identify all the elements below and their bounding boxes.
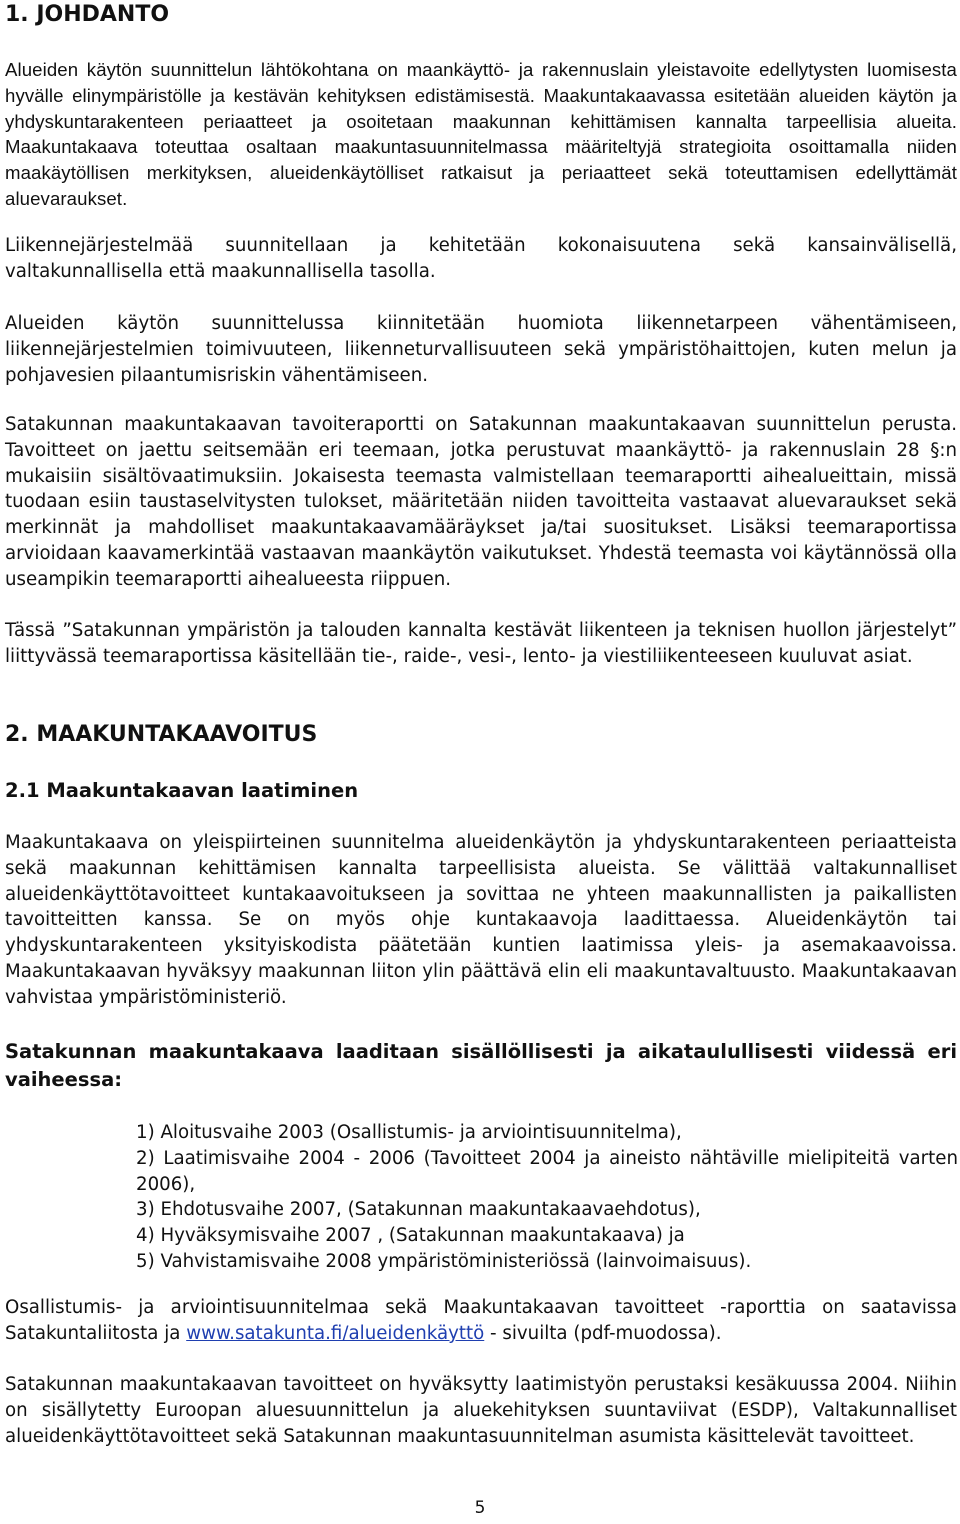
- phase-item: 5) Vahvistamisvaihe 2008 ympäristöministeriössä (lainvoimaisuus).: [136, 1250, 752, 1272]
- paragraph-intro-1: Alueiden käytön suunnittelun lähtökohtana on maankäyttö- ja rakennuslain yleistavoite edellytysten luomisesta hyvälle elinympäristölle ja kestävän kehityksen edistämisestä. Maakuntakaavassa esitetään alueiden käytön ja yhdyskuntarakenteen periaatteet ja osoitetaan maakunnan kehittämisen kannalta tarpeellisia alueita. Maakuntakaava toteuttaa osaltaan maakuntasuunnitelmassa määriteltyjä strategioita osoittamalla niiden maakäytöllisen merkityksen, alueidenkäytölliset ratkaisut ja periaatteet sekä toteuttamisen edellyttämät aluevaraukset.: [5, 59, 957, 209]
- paragraph-goals-approved: Satakunnan maakuntakaavan tavoitteet on hyväksytty laatimistyön perustaksi kesäkuussa 2004. Niihin on sisällytetty Euroopan aluesuunnittelun ja aluekehityksen suuntaviivat (ESDP), Valtakunnalliset alueidenkäyttötavoitteet sekä Satakunnan maakuntasuunnitelman asumista käsittelevät tavoitteet.: [5, 1374, 957, 1447]
- phases-list: [136, 1120, 958, 1275]
- satakunta-website-link[interactable]: www.satakunta.fi/alueidenkäyttö: [186, 1322, 485, 1344]
- phase-item: 4) Hyväksymisvaihe 2007 , (Satakunnan maakuntakaava) ja: [136, 1225, 685, 1247]
- availability-text-after: - sivuilta (pdf-muodossa).: [484, 1322, 722, 1344]
- phase-item: 2) Laatimisvaihe 2004 - 2006 (Tavoitteet 2004 ja aineisto nähtäville mielipiteitä varten 2006),: [136, 1147, 958, 1195]
- section-heading-introduction: 1. JOHDANTO: [5, 2, 170, 27]
- paragraph-intro-3: Alueiden käytön suunnittelussa kiinnitetään huomiota liikennetarpeen vähentämiseen, liikennejärjestelmien toimivuuteen, liikenneturvallisuuteen sekä ympäristöhaittojen, kuten melun ja pohjavesien pilaantumisriskin vähentämiseen.: [5, 313, 957, 386]
- availability-text-before: Osallistumis- ja arviointisuunnitelmaa sekä Maakuntakaavan tavoitteet -raporttia on saatavissa Satakuntaliitosta ja: [5, 1297, 957, 1344]
- subsection-heading-plan-preparation: 2.1 Maakuntakaavan laatiminen: [5, 779, 359, 802]
- paragraph-availability: [5, 1295, 957, 1347]
- section-heading-regional-planning: 2. MAAKUNTAKAAVOITUS: [5, 722, 318, 747]
- paragraph-intro-2: Liikennejärjestelmää suunnitellaan ja kehitetään kokonaisuutena sekä kansainvälisellä, valtakunnallisella että maakunnallisella tasolla.: [5, 235, 957, 282]
- paragraph-intro-5: Tässä ”Satakunnan ympäristön ja talouden kannalta kestävät liikenteen ja teknisen huollon järjestelyt” liittyvässä teemaraportissa käsitellään tie-, raide-, vesi-, lento- ja viestiliikenteeseen kuuluvat asiat.: [5, 620, 957, 667]
- phase-item: 1) Aloitusvaihe 2003 (Osallistumis- ja arviointisuunnitelma),: [136, 1122, 682, 1143]
- page-number: 5: [474, 1498, 486, 1518]
- paragraph-plan-description: Maakuntakaava on yleispiirteinen suunnitelma alueidenkäytön ja yhdyskuntarakenteen periaatteista sekä maakunnan kehittämisen kannalta tarpeellisista alueista. Se välittää valtakunnalliset alueidenkäyttötavoitteet kuntakaavoitukseen ja sovittaa ne yhteen maakunnallisten ja paikallisten tavoitteitten kanssa. Se on myös ohje kuntakaavoja laadittaessa. Alueidenkäytön tai yhdyskuntarakenteen yksityiskodista päätetään kuntien laatimissa yleis- ja asemakaavoissa. Maakuntakaavan hyväksyy maakunnan liiton ylin päättävä elin eli maakuntavaltuusto. Maakuntakaavan vahvistaa ympäristöministeriö.: [5, 832, 957, 1008]
- paragraph-intro-4: Satakunnan maakuntakaavan tavoiteraportti on Satakunnan maakuntakaavan suunnittelun perusta. Tavoitteet on jaettu seitsemään eri teemaan, jotka perustuvat maankäyttö- ja rakennuslain 28 §:n mukaisiin sisältövaatimuksiin. Jokaisesta teemasta valmistellaan teemaraportti aihealueittain, missä tuodaan esiin taustaselvitysten tulokset, määritetään niiden tavoitteita vastaavat aluevaraukset sekä merkinnät ja mahdolliset maakuntakaavamääräykset ja/tai suositukset. Lisäksi teemaraportissa arvioidaan kaavamerkintää vastaavan maankäytön vaikutukset. Yhdestä teemasta voi käytännössä olla useampikin teemaraportti aihealueesta riippuen.: [5, 414, 957, 590]
- paragraph-phases-intro: Satakunnan maakuntakaava laaditaan sisällöllisesti ja aikataulullisesti viidessä eri vaiheessa:: [5, 1040, 957, 1091]
- phase-item: 3) Ehdotusvaihe 2007, (Satakunnan maakuntakaavaehdotus),: [136, 1199, 701, 1221]
